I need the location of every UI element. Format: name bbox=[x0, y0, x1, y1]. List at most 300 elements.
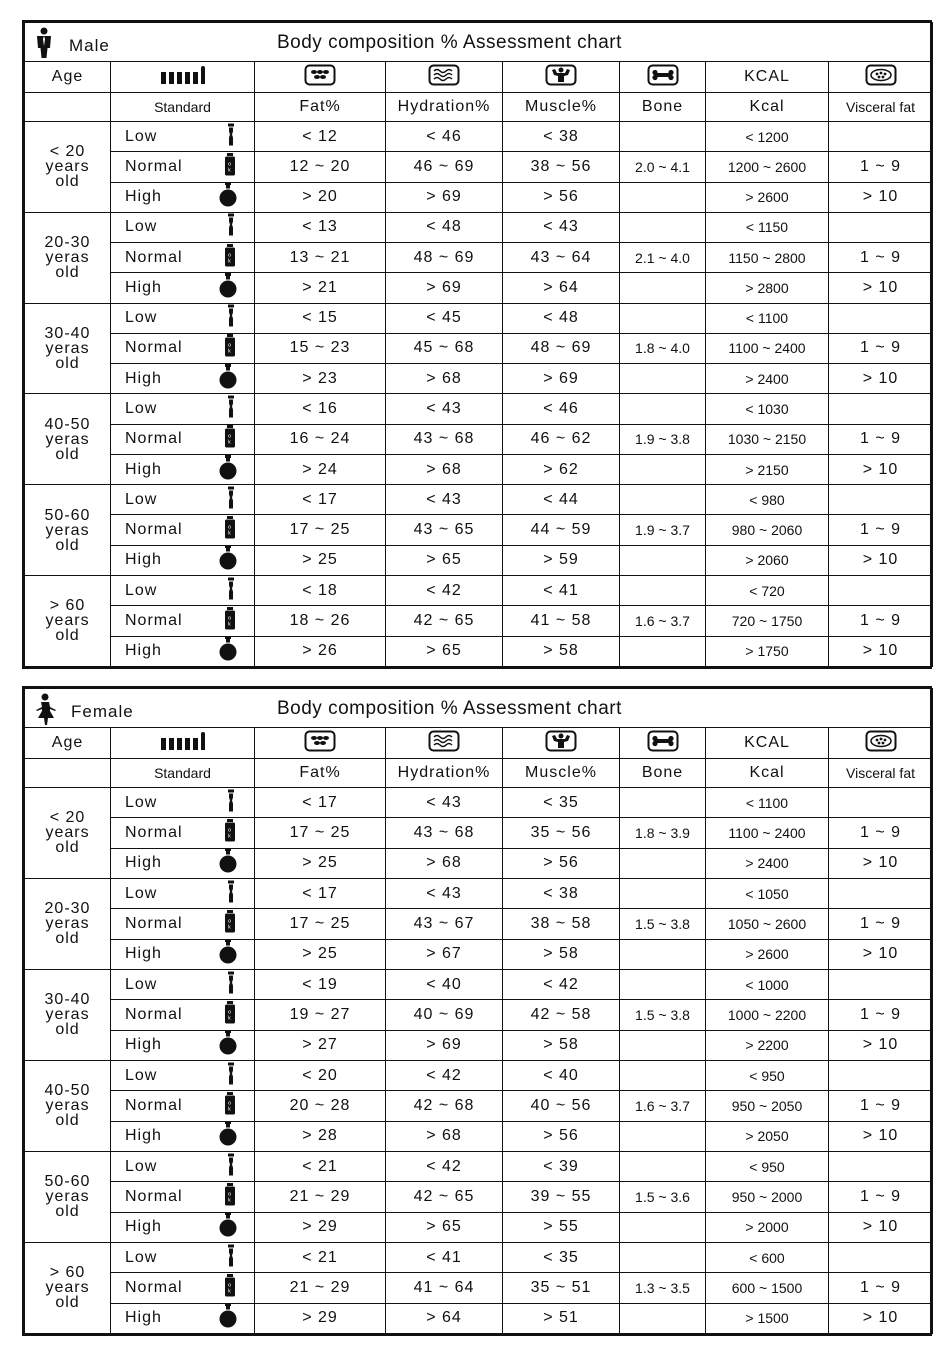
fat-value-cell: > 21 bbox=[255, 273, 386, 303]
fat-value-cell: 19 ~ 27 bbox=[255, 1000, 386, 1030]
muscle-value-cell: 40 ~ 56 bbox=[503, 1091, 620, 1121]
ok-bottle-icon bbox=[223, 909, 237, 938]
table-row bbox=[25, 1151, 933, 1181]
fat-value-cell: 15 ~ 23 bbox=[255, 333, 386, 363]
bone-value-cell bbox=[620, 1303, 706, 1333]
visceral-value-cell: > 10 bbox=[829, 1030, 933, 1060]
level-cell bbox=[111, 1212, 255, 1242]
high-round-icon bbox=[219, 545, 237, 575]
kcal-value-cell: > 2400 bbox=[706, 848, 829, 878]
ok-bottle-icon bbox=[223, 334, 237, 363]
age-group-line: > 60 bbox=[49, 597, 86, 615]
visceral-value-cell bbox=[829, 1060, 933, 1090]
hydration-value-cell: > 64 bbox=[386, 1303, 503, 1333]
table-row bbox=[25, 454, 933, 484]
visceral-fat-icon bbox=[865, 739, 897, 756]
bone-value-cell bbox=[620, 122, 706, 152]
visceral-value-cell: > 10 bbox=[829, 1121, 933, 1151]
table-row bbox=[25, 394, 933, 424]
level-label: Normal bbox=[125, 823, 183, 841]
muscle-value-cell: < 42 bbox=[503, 969, 620, 999]
age-group-cell bbox=[25, 788, 111, 879]
age-group-line: yeras bbox=[45, 339, 90, 357]
age-group-line: yeras bbox=[45, 521, 90, 539]
hydration-value-cell: 41 ~ 64 bbox=[386, 1273, 503, 1303]
low-bottle-icon bbox=[225, 879, 237, 908]
hydration-icon-cell bbox=[386, 728, 503, 759]
level-cell bbox=[111, 1273, 255, 1303]
svg-text:k: k bbox=[228, 621, 232, 628]
age-group-line: yeras bbox=[45, 1097, 90, 1115]
level-bars-icon bbox=[161, 732, 205, 750]
level-label: High bbox=[125, 551, 162, 569]
hydration-value-cell: > 68 bbox=[386, 364, 503, 394]
bone-value-cell bbox=[620, 364, 706, 394]
high-round-icon bbox=[219, 1212, 237, 1242]
kcal-value-cell: > 1750 bbox=[706, 636, 829, 666]
bone-value-cell: 2.1 ~ 4.0 bbox=[620, 243, 706, 273]
hydration-value-cell: < 42 bbox=[386, 575, 503, 605]
level-cell bbox=[111, 1242, 255, 1272]
level-cell bbox=[111, 575, 255, 605]
visceral-value-cell: 1 ~ 9 bbox=[829, 1273, 933, 1303]
level-cell bbox=[111, 1091, 255, 1121]
visceral-value-cell bbox=[829, 394, 933, 424]
visceral-value-cell: 1 ~ 9 bbox=[829, 1182, 933, 1212]
level-label: Normal bbox=[125, 248, 183, 266]
table-row bbox=[25, 848, 933, 878]
level-label: Normal bbox=[125, 157, 183, 175]
chart-title-bar bbox=[25, 689, 933, 728]
bone-value-cell bbox=[620, 788, 706, 818]
age-group-cell bbox=[25, 212, 111, 303]
level-label: Low bbox=[125, 884, 158, 902]
high-round-icon bbox=[219, 364, 237, 394]
kcal-value-cell: 1030 ~ 2150 bbox=[706, 424, 829, 454]
age-group-cell bbox=[25, 575, 111, 666]
visceral-value-cell: > 10 bbox=[829, 848, 933, 878]
level-label: Normal bbox=[125, 430, 183, 448]
muscle-value-cell: > 69 bbox=[503, 364, 620, 394]
table-row bbox=[25, 212, 933, 242]
fat-value-cell: 17 ~ 25 bbox=[255, 909, 386, 939]
age-header: Age bbox=[25, 728, 111, 759]
age-group-line: years bbox=[45, 158, 90, 176]
water-wave-icon bbox=[428, 739, 460, 756]
hydration-value-cell: 43 ~ 67 bbox=[386, 909, 503, 939]
svg-text:k: k bbox=[228, 1015, 232, 1022]
bone-value-cell bbox=[620, 273, 706, 303]
fat-value-cell: < 15 bbox=[255, 303, 386, 333]
svg-text:o: o bbox=[227, 615, 233, 622]
bone-icon-cell bbox=[620, 62, 706, 93]
hydration-value-cell: > 65 bbox=[386, 1212, 503, 1242]
level-cell bbox=[111, 394, 255, 424]
fat-value-cell: > 23 bbox=[255, 364, 386, 394]
visceral-value-cell bbox=[829, 878, 933, 908]
table-row bbox=[25, 878, 933, 908]
hydration-value-cell: 42 ~ 65 bbox=[386, 1182, 503, 1212]
gender-label: Male bbox=[69, 35, 110, 55]
age-group-line: years bbox=[45, 612, 90, 630]
hydration-value-cell: > 68 bbox=[386, 848, 503, 878]
muscle-value-cell: 43 ~ 64 bbox=[503, 243, 620, 273]
svg-text:o: o bbox=[227, 1191, 233, 1198]
hydration-value-cell: 43 ~ 68 bbox=[386, 818, 503, 848]
table-row bbox=[25, 182, 933, 212]
level-cell bbox=[111, 606, 255, 636]
kcal-value-cell: < 950 bbox=[706, 1060, 829, 1090]
level-cell bbox=[111, 333, 255, 363]
bone-icon-cell bbox=[620, 728, 706, 759]
level-cell bbox=[111, 152, 255, 182]
bone-header: Bone bbox=[620, 93, 706, 122]
age-group-line: old bbox=[55, 354, 80, 372]
level-label: High bbox=[125, 278, 162, 296]
svg-text:k: k bbox=[228, 1288, 232, 1295]
level-cell bbox=[111, 364, 255, 394]
table-row bbox=[25, 818, 933, 848]
fat-value-cell: 18 ~ 26 bbox=[255, 606, 386, 636]
hydration-icon-cell bbox=[386, 62, 503, 93]
level-label: Normal bbox=[125, 914, 183, 932]
table-row bbox=[25, 606, 933, 636]
fat-value-cell: < 17 bbox=[255, 878, 386, 908]
fat-icon-cell bbox=[255, 728, 386, 759]
standard-icon-cell bbox=[111, 728, 255, 759]
fat-value-cell: < 17 bbox=[255, 485, 386, 515]
svg-text:o: o bbox=[227, 1100, 233, 1107]
table-row bbox=[25, 122, 933, 152]
visceral-value-cell: > 10 bbox=[829, 545, 933, 575]
visceral-value-cell bbox=[829, 788, 933, 818]
svg-text:o: o bbox=[227, 161, 233, 168]
ok-bottle-icon bbox=[223, 243, 237, 272]
hydration-value-cell: < 41 bbox=[386, 1242, 503, 1272]
bone-value-cell bbox=[620, 575, 706, 605]
fat-value-cell: 20 ~ 28 bbox=[255, 1091, 386, 1121]
kcal-value-cell: < 980 bbox=[706, 485, 829, 515]
level-cell bbox=[111, 545, 255, 575]
fat-icon-cell bbox=[255, 62, 386, 93]
fat-value-cell: 21 ~ 29 bbox=[255, 1273, 386, 1303]
kcal-value-cell: < 1100 bbox=[706, 788, 829, 818]
muscle-value-cell: > 58 bbox=[503, 636, 620, 666]
level-label: Normal bbox=[125, 339, 183, 357]
hydration-value-cell: < 43 bbox=[386, 394, 503, 424]
muscle-value-cell: 38 ~ 56 bbox=[503, 152, 620, 182]
level-label: High bbox=[125, 1218, 162, 1236]
bone-value-cell bbox=[620, 485, 706, 515]
bone-value-cell bbox=[620, 878, 706, 908]
age-group-cell bbox=[25, 1242, 111, 1333]
visceral-value-cell: > 10 bbox=[829, 182, 933, 212]
level-label: Low bbox=[125, 218, 158, 236]
age-group-line: years bbox=[45, 1279, 90, 1297]
level-cell bbox=[111, 636, 255, 666]
level-cell bbox=[111, 485, 255, 515]
female-assessment-table bbox=[24, 688, 933, 1334]
level-label: Low bbox=[125, 1157, 158, 1175]
hydration-value-cell: > 69 bbox=[386, 182, 503, 212]
table-row bbox=[25, 1242, 933, 1272]
bone-value-cell bbox=[620, 939, 706, 969]
visceral-value-cell bbox=[829, 485, 933, 515]
kcal-value-cell: < 1050 bbox=[706, 878, 829, 908]
low-bottle-icon bbox=[225, 395, 237, 424]
hydration-value-cell: 43 ~ 68 bbox=[386, 424, 503, 454]
level-label: Normal bbox=[125, 611, 183, 629]
age-group-line: yeras bbox=[45, 1006, 90, 1024]
level-label: Low bbox=[125, 400, 158, 418]
visceral-value-cell: 1 ~ 9 bbox=[829, 243, 933, 273]
age-group-line: old bbox=[55, 173, 80, 191]
low-bottle-icon bbox=[225, 213, 237, 242]
svg-text:k: k bbox=[228, 833, 232, 840]
table-row bbox=[25, 969, 933, 999]
visceral-value-cell: 1 ~ 9 bbox=[829, 1091, 933, 1121]
muscle-value-cell: < 48 bbox=[503, 303, 620, 333]
level-label: Normal bbox=[125, 1278, 183, 1296]
age-group-line: 30-40 bbox=[44, 991, 91, 1009]
ok-bottle-icon bbox=[223, 606, 237, 635]
age-group-line: 40-50 bbox=[44, 415, 91, 433]
age-group-cell bbox=[25, 485, 111, 576]
muscle-value-cell: < 38 bbox=[503, 878, 620, 908]
table-row bbox=[25, 273, 933, 303]
low-bottle-icon bbox=[225, 1061, 237, 1090]
level-cell bbox=[111, 939, 255, 969]
level-label: Low bbox=[125, 793, 158, 811]
muscle-value-cell: > 56 bbox=[503, 848, 620, 878]
ok-bottle-icon bbox=[223, 516, 237, 545]
kcal-value-cell: > 1500 bbox=[706, 1303, 829, 1333]
visceral-value-cell bbox=[829, 1242, 933, 1272]
female-chart bbox=[22, 686, 932, 1336]
age-group-line: years bbox=[45, 824, 90, 842]
muscle-value-cell: 41 ~ 58 bbox=[503, 606, 620, 636]
svg-text:k: k bbox=[228, 348, 232, 355]
level-cell bbox=[111, 303, 255, 333]
bone-value-cell: 1.6 ~ 3.7 bbox=[620, 1091, 706, 1121]
bone-value-cell bbox=[620, 1242, 706, 1272]
age-group-cell bbox=[25, 878, 111, 969]
low-bottle-icon bbox=[225, 1152, 237, 1181]
bone-value-cell: 1.3 ~ 3.5 bbox=[620, 1273, 706, 1303]
standard-header: Standard bbox=[111, 93, 255, 122]
level-bars-icon bbox=[161, 66, 205, 84]
level-cell bbox=[111, 1060, 255, 1090]
fat-header: Fat% bbox=[255, 93, 386, 122]
muscle-value-cell: > 58 bbox=[503, 1030, 620, 1060]
fat-value-cell: 17 ~ 25 bbox=[255, 515, 386, 545]
hydration-value-cell: < 42 bbox=[386, 1060, 503, 1090]
ok-bottle-icon bbox=[223, 425, 237, 454]
bone-value-cell: 1.9 ~ 3.8 bbox=[620, 424, 706, 454]
kcal-value-cell: 950 ~ 2000 bbox=[706, 1182, 829, 1212]
svg-text:k: k bbox=[228, 530, 232, 537]
kcal-value-cell: < 1030 bbox=[706, 394, 829, 424]
flexing-arm-icon bbox=[545, 73, 577, 90]
muscle-value-cell: 42 ~ 58 bbox=[503, 1000, 620, 1030]
level-label: Low bbox=[125, 581, 158, 599]
fat-value-cell: 16 ~ 24 bbox=[255, 424, 386, 454]
age-group-line: old bbox=[55, 536, 80, 554]
fat-value-cell: 12 ~ 20 bbox=[255, 152, 386, 182]
kcal-value-cell: > 2800 bbox=[706, 273, 829, 303]
hydration-value-cell: > 69 bbox=[386, 1030, 503, 1060]
hydration-header: Hydration% bbox=[386, 759, 503, 788]
gender-label-group bbox=[33, 693, 134, 728]
level-cell bbox=[111, 1000, 255, 1030]
bone-value-cell bbox=[620, 303, 706, 333]
svg-text:o: o bbox=[227, 342, 233, 349]
level-label: High bbox=[125, 188, 162, 206]
low-bottle-icon bbox=[225, 788, 237, 817]
level-cell bbox=[111, 122, 255, 152]
table-row bbox=[25, 909, 933, 939]
visceral-value-cell bbox=[829, 969, 933, 999]
table-row bbox=[25, 788, 933, 818]
svg-text:o: o bbox=[227, 827, 233, 834]
ok-bottle-icon bbox=[223, 1182, 237, 1211]
age-group-line: old bbox=[55, 1021, 80, 1039]
hydration-value-cell: < 43 bbox=[386, 878, 503, 908]
hydration-value-cell: > 67 bbox=[386, 939, 503, 969]
fat-value-cell: 17 ~ 25 bbox=[255, 818, 386, 848]
svg-text:k: k bbox=[228, 924, 232, 931]
muscle-value-cell: < 46 bbox=[503, 394, 620, 424]
age-group-cell bbox=[25, 394, 111, 485]
bone-value-cell bbox=[620, 212, 706, 242]
visceral-value-cell bbox=[829, 575, 933, 605]
bone-value-cell: 1.8 ~ 3.9 bbox=[620, 818, 706, 848]
age-group-line: 20-30 bbox=[44, 234, 91, 252]
level-cell bbox=[111, 243, 255, 273]
table-row bbox=[25, 1182, 933, 1212]
hydration-value-cell: > 68 bbox=[386, 1121, 503, 1151]
kcal-value-cell: < 1000 bbox=[706, 969, 829, 999]
fat-value-cell: > 25 bbox=[255, 848, 386, 878]
bone-value-cell bbox=[620, 969, 706, 999]
hydration-value-cell: < 43 bbox=[386, 788, 503, 818]
kcal-value-cell: < 1100 bbox=[706, 303, 829, 333]
kcal-value-cell: < 600 bbox=[706, 1242, 829, 1272]
bone-value-cell bbox=[620, 1121, 706, 1151]
table-row bbox=[25, 152, 933, 182]
bone-value-cell: 1.8 ~ 4.0 bbox=[620, 333, 706, 363]
age-group-line: old bbox=[55, 1112, 80, 1130]
bone-value-cell: 1.5 ~ 3.8 bbox=[620, 1000, 706, 1030]
hydration-value-cell: 42 ~ 68 bbox=[386, 1091, 503, 1121]
kcal-value-cell: > 2400 bbox=[706, 364, 829, 394]
hydration-value-cell: 48 ~ 69 bbox=[386, 243, 503, 273]
hydration-value-cell: < 42 bbox=[386, 1151, 503, 1181]
age-group-line: old bbox=[55, 839, 80, 857]
muscle-value-cell: < 44 bbox=[503, 485, 620, 515]
fat-value-cell: < 18 bbox=[255, 575, 386, 605]
kcal-value-cell: 1200 ~ 2600 bbox=[706, 152, 829, 182]
level-cell bbox=[111, 818, 255, 848]
hydration-value-cell: < 46 bbox=[386, 122, 503, 152]
age-subheader-empty bbox=[25, 759, 111, 788]
muscle-value-cell: > 51 bbox=[503, 1303, 620, 1333]
fat-value-cell: > 25 bbox=[255, 939, 386, 969]
svg-text:o: o bbox=[227, 1282, 233, 1289]
level-label: Low bbox=[125, 309, 158, 327]
age-group-line: old bbox=[55, 1203, 80, 1221]
muscle-value-cell: < 38 bbox=[503, 122, 620, 152]
fat-header: Fat% bbox=[255, 759, 386, 788]
muscle-icon-cell bbox=[503, 728, 620, 759]
level-label: Normal bbox=[125, 1096, 183, 1114]
svg-text:o: o bbox=[227, 433, 233, 440]
visceral-value-cell: 1 ~ 9 bbox=[829, 818, 933, 848]
kcal-value-cell: > 2150 bbox=[706, 454, 829, 484]
muscle-value-cell: < 35 bbox=[503, 788, 620, 818]
kcal-value-cell: 980 ~ 2060 bbox=[706, 515, 829, 545]
svg-text:o: o bbox=[227, 252, 233, 259]
female-figure-icon bbox=[33, 693, 57, 728]
high-round-icon bbox=[219, 848, 237, 878]
kcal-value-cell: < 720 bbox=[706, 575, 829, 605]
muscle-value-cell: > 58 bbox=[503, 939, 620, 969]
age-group-line: yeras bbox=[45, 430, 90, 448]
fat-value-cell: > 29 bbox=[255, 1212, 386, 1242]
bone-value-cell: 2.0 ~ 4.1 bbox=[620, 152, 706, 182]
high-round-icon bbox=[219, 182, 237, 212]
level-label: High bbox=[125, 369, 162, 387]
hydration-value-cell: < 43 bbox=[386, 485, 503, 515]
visceral-value-cell: > 10 bbox=[829, 364, 933, 394]
fat-value-cell: < 13 bbox=[255, 212, 386, 242]
visceral-value-cell: > 10 bbox=[829, 273, 933, 303]
fat-value-cell: > 25 bbox=[255, 545, 386, 575]
low-bottle-icon bbox=[225, 485, 237, 514]
age-group-line: old bbox=[55, 627, 80, 645]
kcal-value-cell: < 950 bbox=[706, 1151, 829, 1181]
age-group-line: yeras bbox=[45, 915, 90, 933]
level-cell bbox=[111, 788, 255, 818]
level-cell bbox=[111, 182, 255, 212]
low-bottle-icon bbox=[225, 576, 237, 605]
bone-value-cell bbox=[620, 848, 706, 878]
high-round-icon bbox=[219, 1121, 237, 1151]
muscle-value-cell: > 59 bbox=[503, 545, 620, 575]
level-label: High bbox=[125, 1036, 162, 1054]
level-label: Normal bbox=[125, 1187, 183, 1205]
table-row bbox=[25, 424, 933, 454]
standard-icon-cell bbox=[111, 62, 255, 93]
kcal-value-cell: 950 ~ 2050 bbox=[706, 1091, 829, 1121]
visceral-fat-header: Visceral fat bbox=[829, 759, 933, 788]
table-row bbox=[25, 364, 933, 394]
table-row bbox=[25, 243, 933, 273]
water-wave-icon bbox=[428, 73, 460, 90]
level-cell bbox=[111, 848, 255, 878]
table-row bbox=[25, 1000, 933, 1030]
kcal-value-cell: < 1200 bbox=[706, 122, 829, 152]
muscle-value-cell: 48 ~ 69 bbox=[503, 333, 620, 363]
visceral-value-cell: 1 ~ 9 bbox=[829, 152, 933, 182]
svg-text:o: o bbox=[227, 1009, 233, 1016]
bone-value-cell bbox=[620, 1030, 706, 1060]
hydration-value-cell: 43 ~ 65 bbox=[386, 515, 503, 545]
kcal-header: Kcal bbox=[706, 93, 829, 122]
level-cell bbox=[111, 212, 255, 242]
fat-value-cell: < 21 bbox=[255, 1242, 386, 1272]
high-round-icon bbox=[219, 1303, 237, 1333]
